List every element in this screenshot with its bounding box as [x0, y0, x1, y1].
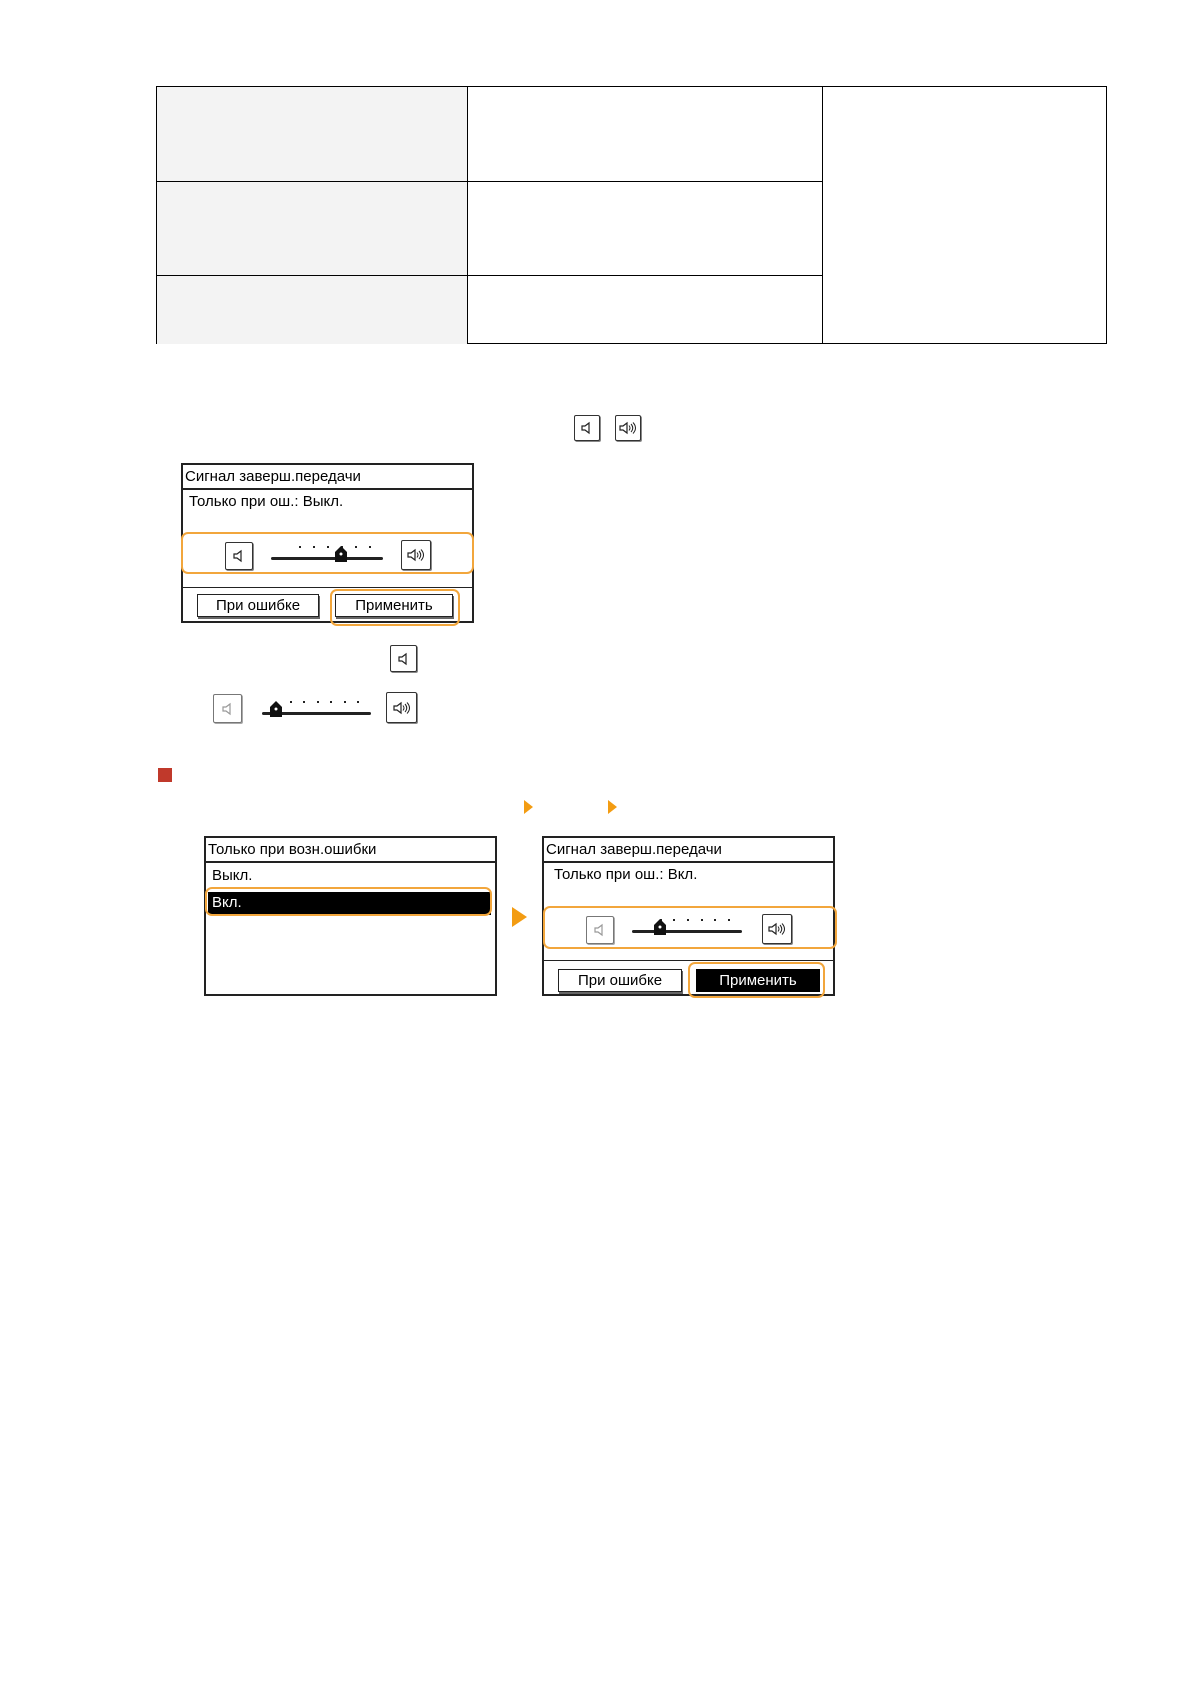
settings-table: [156, 86, 1107, 344]
option-highlight: [205, 887, 492, 916]
slider-highlight: [181, 532, 474, 574]
slider-knob[interactable]: [270, 701, 282, 717]
orange-triangle-icon: [608, 800, 617, 814]
screen-title: Только при возн.ошибки: [206, 838, 495, 863]
volume-down-button: [213, 694, 242, 723]
table-cell: [157, 276, 467, 344]
screen-title: Сигнал заверш.передачи: [183, 465, 472, 490]
slider-tick: [317, 701, 319, 703]
slider-tick: [303, 701, 305, 703]
error-button[interactable]: При ошибке: [558, 969, 682, 992]
table-cell: [157, 87, 467, 181]
screen-title: Сигнал заверш.передачи: [544, 838, 833, 863]
speaker-low-icon: [390, 645, 417, 672]
slider-tick: [330, 701, 332, 703]
status-text: Только при ош.: Вкл.: [554, 866, 698, 883]
table-cell: [157, 182, 467, 275]
speaker-low-icon: [574, 415, 600, 441]
slider-tick: [357, 701, 359, 703]
status-text: Только при ош.: Выкл.: [189, 493, 344, 510]
red-square-icon: [158, 768, 172, 782]
orange-triangle-icon: [512, 907, 527, 927]
apply-highlight: [330, 589, 460, 626]
error-button[interactable]: При ошибке: [197, 594, 319, 617]
slider-tick: [290, 701, 292, 703]
apply-button[interactable]: Применить: [335, 594, 453, 617]
apply-button[interactable]: Применить: [696, 969, 820, 992]
slider-highlight: [543, 906, 837, 949]
speaker-high-icon: [615, 415, 641, 441]
error-only-screen: [204, 836, 497, 996]
volume-up-button: [386, 692, 417, 723]
orange-triangle-icon: [524, 800, 533, 814]
slider-tick: [344, 701, 346, 703]
apply-highlight: [688, 962, 825, 998]
option-on-selected[interactable]: Вкл.: [208, 892, 491, 915]
option-off[interactable]: Выкл.: [212, 867, 253, 884]
